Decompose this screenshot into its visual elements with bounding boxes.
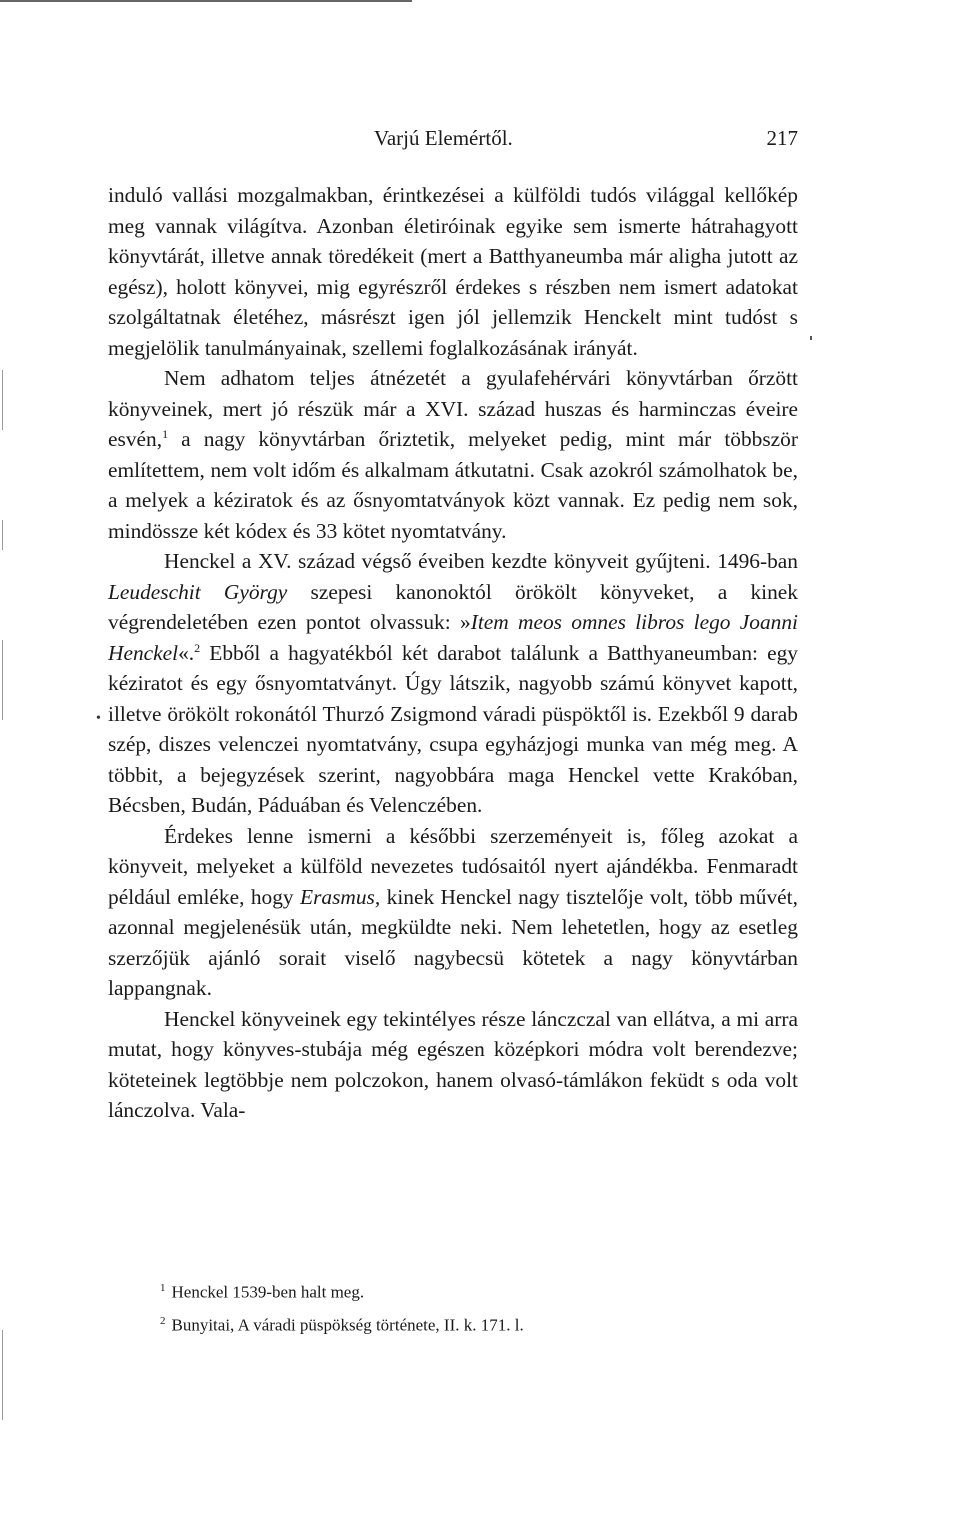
scan-edge-mark [2,370,3,430]
paragraph-3 [108,546,798,821]
paragraph-1: induló vallási mozgalmakban, érintkezései a külföldi tudós világgal kellőkép meg vannak világítva. Azonban életiróinak egyike sem ismerte hátrahagyott könyvtárát, illetve annak töredékeit (mert a Batthyaneumba már aligha jutott az egész), holott könyvei, mig egyrészről érdekes s részben nem ismert adatokat szolgáltatnak életéhez, másrészt igen jól jellemzik Henckelt mint tudóst s megjelölik tanulmányainak, szellemi foglalkozásának irányát. [108,183,798,360]
margin-mark: • [96,711,101,726]
scan-top-rule [0,0,412,2]
footnote-marker: 2 [160,1314,166,1327]
paragraph-4-text-b: kinek Henckel nagy tisztelője volt, több művét, azonnal megjelenésük után, megküldte neki. Nem lehetetlen, hogy az esetleg szerzőjük ajánló sorait viselő nagybecsü kötetek a nagy könyvtárban lappangnak. [108,884,798,1000]
scan-edge-mark [2,640,3,720]
footnote-text: Bunyitai, A váradi püspökség története, II. k. 171. l. [171,1315,524,1335]
paragraph-3-text-b: szepesi kanonoktól örökölt könyveket, a kinek végrendeletében ezen pontot olvassuk: » [108,579,798,634]
footnote-2 [160,1307,800,1340]
paragraph-2-text-a: Nem adhatom teljes átnézetét a gyulafehérvári könyvtárban őrzött könyveinek, mert jó részük már a XVI. század huszas és harminczas éveire esvén, [108,366,798,451]
paragraph-4-text-a: Érdekes lenne ismerni a későbbi szerzeményeit is, főleg azokat a könyveit, melyeket a külföld nevezetes tudósaitól nyert ajándékba. Fenmaradt például emléke, hogy [108,823,798,909]
footnote-marker: 1 [160,1282,166,1294]
paragraph-3-quote-close: «. [178,640,195,665]
paragraph-3-text-d: Ebből a hagyatékból két darabot találunk a Batthyaneumban: egy kéziratot és egy ősnyomtatványt. Úgy látszik, nagyobb számú könyvet kapott, illetve örökölt rokonától Thurzó Zsigmond váradi püspöktől is. Ezekből 9 darab szép, diszes velenczei nyomtatvány, csupa egyházjogi munka van még meg. A többit, a bejegyzések szerint, nagyobbára maga Henckel vette Krakóban, Bécsben, Budán, Páduában és Velenczében. [108,640,798,817]
footnote-1 [160,1274,800,1307]
footnote-ref-2: 2 [194,640,201,655]
paragraph-2-text-b: a nagy könyvtárban őriztetik, melyeket pedig, mint már többször említettem, nem volt időm és alkalmam átkutatni. Csak azokról számolhatok be, a melyek a kéziratok és az ősnyomtatványok közt vannak. Ez pedig nem sok, mindössze két kódex és 33 kötet nyomtatvány. [108,427,798,543]
paragraph-2 [108,363,798,546]
running-title: Varjú Elemértől. [374,126,513,150]
italic-latin-quote: Item meos omnes libros lego Joanni Henckel [108,610,799,665]
body-text [108,180,798,1126]
scan-edge-mark [2,520,3,550]
italic-name-erasmus: Erasmus, [300,884,381,909]
page-header [108,126,798,156]
paragraph-5: Henckel könyveinek egy tekintélyes része lánczczal van ellátva, a mi arra mutat, hogy könyves-stubája még egészen középkori módra volt berendezve; köteteinek legtöbbje nem polczokon, hanem olvasó-támlákon feküdt s oda volt lánczolva. Vala- [108,1006,798,1122]
italic-name-leudeschit: Leudeschit György [108,579,288,604]
scan-speck [810,336,812,340]
paragraph-4 [108,821,798,1004]
page-number: 217 [766,126,798,150]
paragraph-3-text-a: Henckel a XV. század végső éveiben kezdte könyveit gyűjteni. 1496-ban [164,549,798,573]
footnotes [160,1274,800,1339]
footnote-text: Henckel 1539-ben halt meg. [171,1282,365,1302]
footnote-ref-1: 1 [162,426,169,441]
scan-edge-mark [2,1330,3,1420]
